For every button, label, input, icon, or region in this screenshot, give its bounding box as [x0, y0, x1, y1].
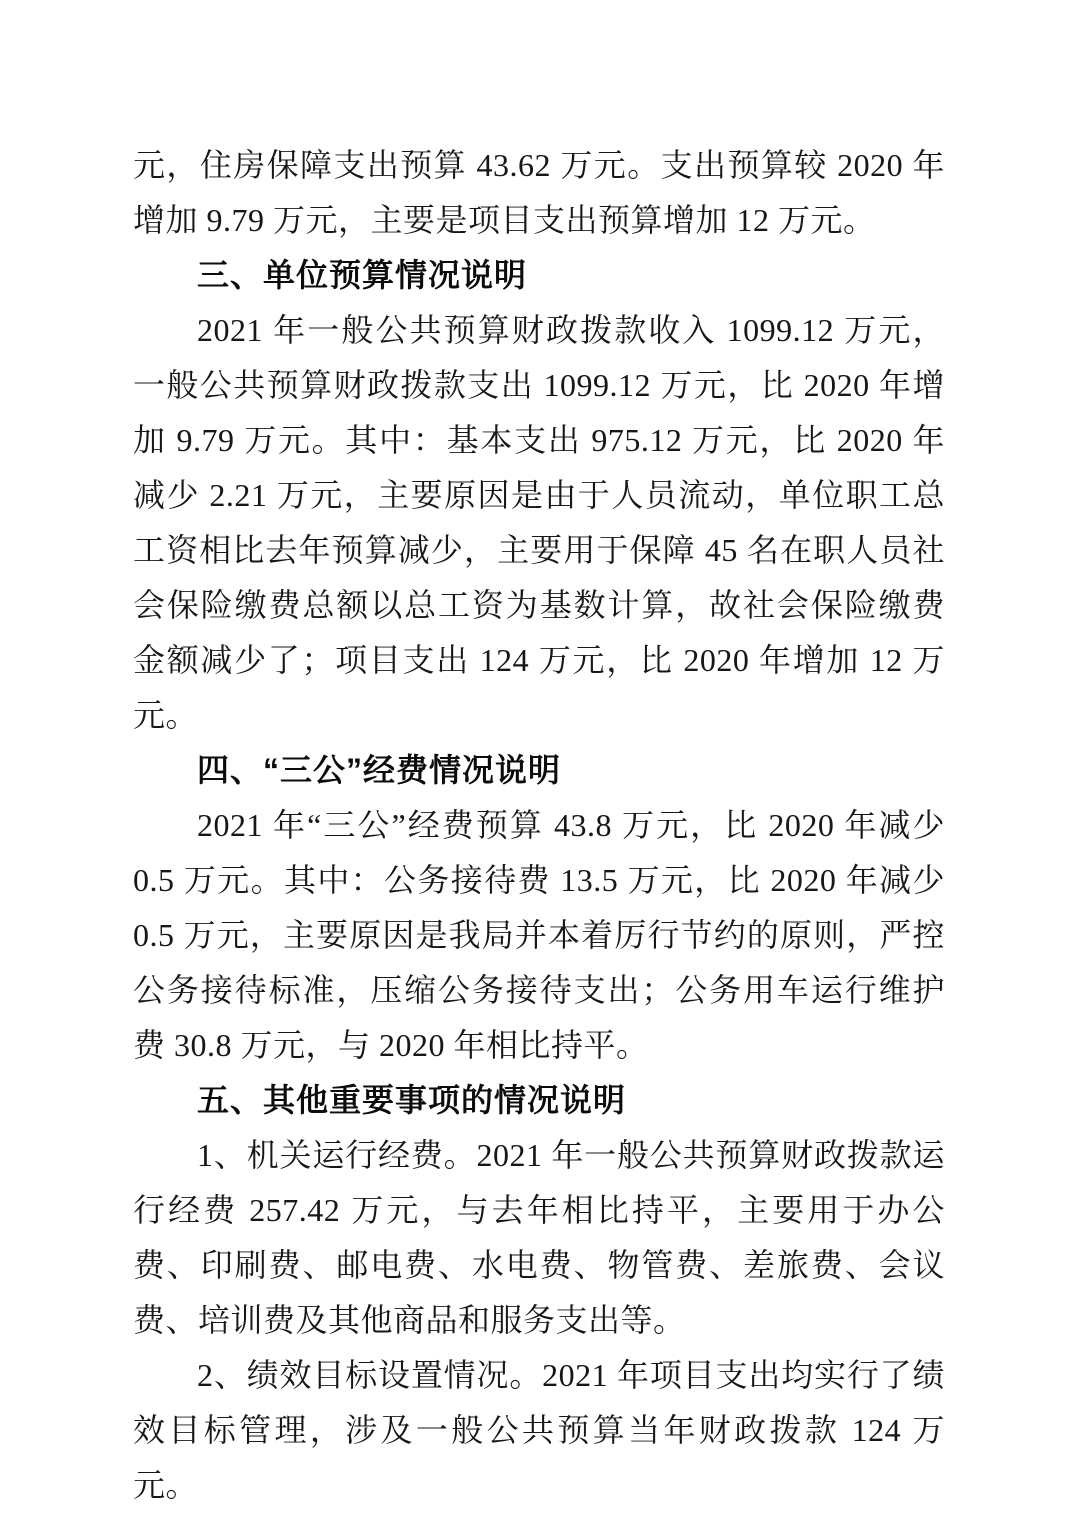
section-heading-unit-budget: 三、单位预算情况说明 [197, 257, 528, 293]
paragraph-three-public-funds-details: 2021 年“三公”经费预算 43.8 万元，比 2020 年减少 0.5 万元。其中：公务接待费 13.5 万元，比 2020 年减少 0.5 万元，主要原因是我局并本着厉行节约的原则，严控公务接待标准，压缩公务接待支出；公务用车运行维护费 30.8 万元，与 2020 年相比持平。 [133, 807, 945, 1063]
section-heading-other-important-matters: 五、其他重要事项的情况说明 [197, 1082, 627, 1118]
paragraph-continuation-expenditure-budget: 元，住房保障支出预算 43.62 万元。支出预算较 2020 年增加 9.79 万元，主要是项目支出预算增加 12 万元。 [133, 147, 945, 238]
paragraph-agency-operating-expenses: 1、机关运行经费。2021 年一般公共预算财政拨款运行经费 257.42 万元，与去年相比持平，主要用于办公费、印刷费、邮电费、水电费、物管费、差旅费、会议费、培训费及其他商品和服务支出等。 [133, 1137, 945, 1338]
paragraph-unit-budget-details: 2021 年一般公共预算财政拨款收入 1099.12 万元，一般公共预算财政拨款支出 1099.12 万元，比 2020 年增加 9.79 万元。其中：基本支出 975.12 万元，比 2020 年减少 2.21 万元，主要原因是由于人员流动，单位职工总工资相比去年预算减少，主要用于保障 45 名在职人员社会保险缴费总额以总工资为基数计算，故社会保险缴费金额减少了；项目支出 124 万元，比 2020 年增加 12 万元。 [133, 312, 945, 733]
document-body [133, 138, 945, 1513]
section-heading-three-public-funds: 四、“三公”经费情况说明 [197, 752, 562, 788]
paragraph-performance-goal-setting: 2、绩效目标设置情况。2021 年项目支出均实行了绩效目标管理，涉及一般公共预算当年财政拨款 124 万元。 [133, 1357, 945, 1503]
